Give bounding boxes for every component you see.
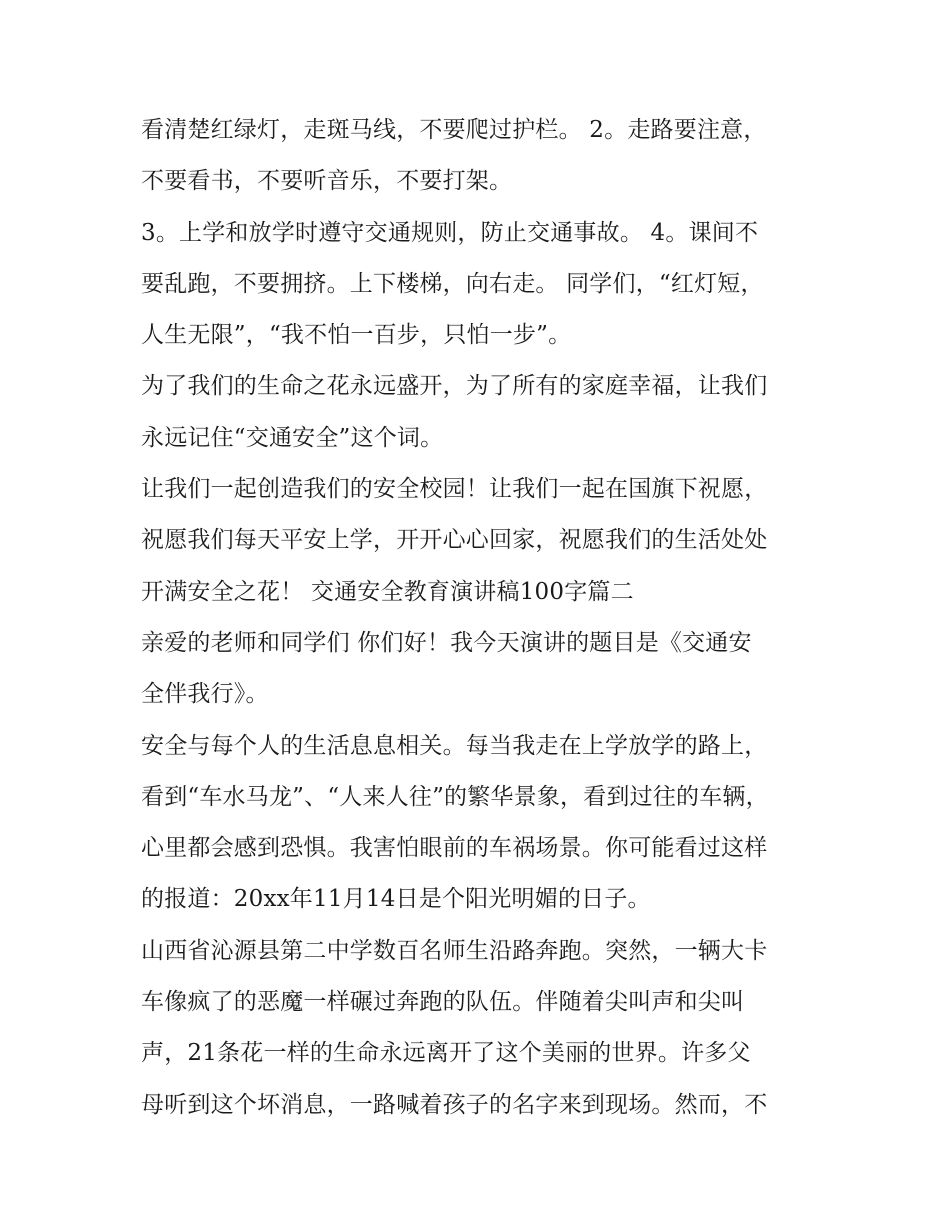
- text-line: 开满安全之花！ 交通安全教育演讲稿100字篇二: [141, 578, 634, 605]
- text-line: 永远记住“交通安全”这个词。: [141, 424, 444, 451]
- text-line: 让我们一起创造我们的安全校园！让我们一起在国旗下祝愿，: [141, 476, 768, 503]
- document-body: [141, 105, 821, 1131]
- text-line: 人生无限”，“我不怕一百步，只怕一步”。: [141, 322, 572, 349]
- text-line: 的报道：20xx年11月14日是个阳光明媚的日子。: [141, 886, 651, 913]
- text-line: 祝愿我们每天平安上学，开开心心回家，祝愿我们的生活处处: [141, 527, 768, 554]
- text-line: 母听到这个坏消息，一路喊着孩子的名字来到现场。然而，不: [141, 1091, 768, 1118]
- text-line: 全伴我行》。: [141, 681, 269, 708]
- text-line: 车像疯了的恶魔一样碾过奔跑的队伍。伴随着尖叫声和尖叫: [141, 989, 745, 1016]
- text-line: 3。上学和放学时遵守交通规则，防止交通事故。 4。课间不: [141, 219, 759, 246]
- text-line: 亲爱的老师和同学们 你们好！我今天演讲的题目是《交通安: [141, 629, 752, 656]
- text-line: 山西省沁源县第二中学数百名师生沿路奔跑。突然，一辆大卡: [141, 937, 768, 964]
- text-line: 看清楚红绿灯，走斑马线，不要爬过护栏。 2。走路要注意，: [141, 117, 767, 143]
- text-line: 不要看书，不要听音乐，不要打架。: [141, 168, 513, 195]
- text-line: 安全与每个人的生活息息相关。每当我走在上学放学的路上，: [141, 732, 768, 759]
- text-line: 看到“车水马龙”、“人来人往”的繁华景象，看到过往的车辆，: [141, 783, 769, 810]
- text-line: 心里都会感到恐惧。我害怕眼前的车祸场景。你可能看过这样: [141, 835, 768, 862]
- text-line: 声，21条花一样的生命永远离开了这个美丽的世界。许多父: [141, 1040, 751, 1067]
- text-line: 要乱跑，不要拥挤。上下楼梯，向右走。 同学们，“红灯短，: [141, 270, 764, 297]
- text-line: 为了我们的生命之花永远盛开，为了所有的家庭幸福，让我们: [141, 373, 768, 400]
